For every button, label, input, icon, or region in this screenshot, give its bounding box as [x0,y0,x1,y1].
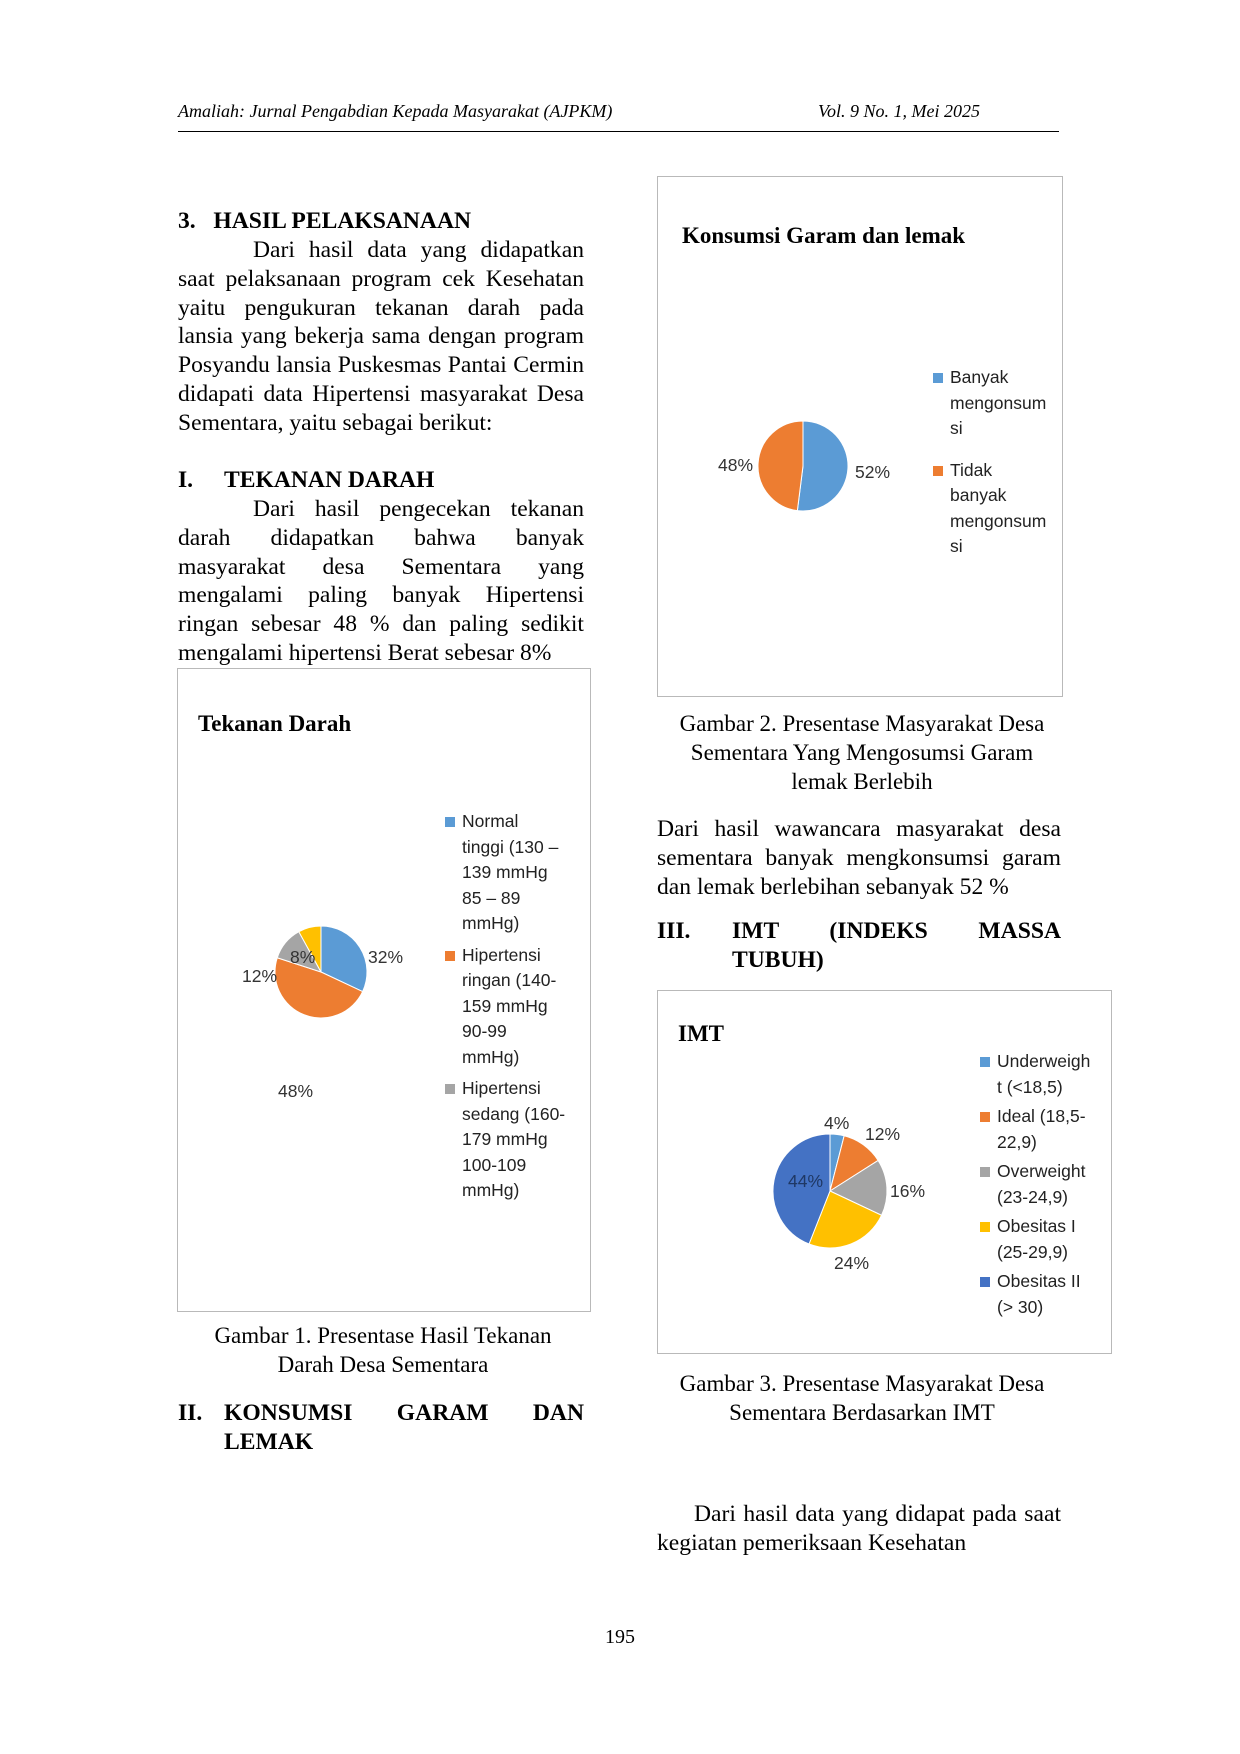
legend-line: banyak [950,485,1007,505]
legend-line: sedang (160- [462,1103,566,1124]
pie-label: 24% [834,1253,870,1273]
legend-item [445,809,585,937]
legend-item [445,1076,585,1204]
chart-title: Konsumsi Garam dan lemak [682,223,966,248]
legend-line: Normal [462,811,519,831]
legend-line: Obesitas II [997,1271,1081,1291]
pie-label: 48% [718,455,754,475]
legend-item [933,365,1061,442]
caption-line: Darah Desa Sementara [277,1352,489,1377]
caption-line: lemak Berlebih [791,769,933,794]
legend-item [980,1214,1110,1265]
volume-info: Vol. 9 No. 1, Mei 2025 [818,101,980,121]
subsection-number: III. [657,918,691,944]
legend-line: Overweight [997,1161,1086,1181]
legend-line: Banyak [950,367,1009,387]
subsection-1-heading [178,466,588,495]
legend-swatch [980,1277,990,1287]
legend-line: (23-24,9) [997,1186,1069,1207]
legend-line: t (<18,5) [997,1076,1063,1097]
pie-slice [797,421,848,511]
subsection-2-heading [178,1399,584,1457]
pie-label: 8% [290,947,316,967]
legend-line: 139 mmHg [462,862,548,882]
legend-line: mmHg) [462,1180,520,1200]
pie-label: 48% [278,1081,314,1101]
legend-line: si [950,536,963,556]
legend-line: si [950,418,963,438]
legend-line: Obesitas I [997,1216,1076,1236]
section-3-paragraph: Dari hasil data yang didapatkan saat pelaksanaan program cek Kesehatan yaitu pengukuran tekanan darah pada lansia yang bekerja sama dengan program Posyandu lansia Puskesmas Pantai Cermin didapati data Hipertensi masyarakat Desa Sementara, yaitu sebagai berikut: [178,237,584,436]
legend-line: 100-109 [462,1154,527,1175]
subsection-title-line: KONSUMSI GARAM DAN [224,1400,584,1426]
legend-line: tinggi (130 – [462,836,559,857]
caption-line: Sementara Berdasarkan IMT [729,1400,995,1425]
subsection-title-line: TUBUH) [732,946,824,973]
figure-1-caption [178,1321,588,1379]
chart-tekanan-darah [177,668,591,1312]
pie-label: 52% [855,462,891,482]
caption-line: Gambar 3. Presentase Masyarakat Desa [679,1371,1045,1396]
legend-line: 22,9) [997,1131,1037,1152]
legend-swatch [980,1057,990,1067]
legend-line: (25-29,9) [997,1241,1069,1262]
subsection-title-line: LEMAK [224,1428,314,1455]
legend-line: Ideal (18,5- [997,1106,1086,1126]
pie-label: 32% [368,947,404,967]
legend-line: 85 – 89 [462,887,521,908]
section-title: HASIL PELAKSANAAN [213,208,472,234]
legend-item [980,1049,1110,1100]
legend-line: mmHg) [462,913,520,933]
legend-line: mengonsum [950,510,1047,531]
subsection-number: II. [178,1400,203,1426]
legend-line: 90-99 [462,1021,507,1041]
legend-swatch [980,1112,990,1122]
pie-slice [758,421,803,511]
legend-line: Tidak [950,459,993,480]
subsection-3-heading [657,917,1061,975]
legend-swatch [980,1222,990,1232]
subsection-title-line: IMT (INDEKS MASSA [732,918,1061,944]
journal-title: Amaliah: Jurnal Pengabdian Kepada Masyarakat (AJPKM) [178,101,613,121]
figure-2-caption [660,709,1064,796]
legend-item [980,1104,1110,1155]
legend-item [933,458,1061,560]
figure-3-caption [660,1369,1064,1427]
pie-label: 16% [890,1181,926,1201]
chart-title: IMT [678,1021,724,1046]
paragraph-imt: Dari hasil data yang didapat pada saat kegiatan pemeriksaan Kesehatan [657,1501,1061,1556]
legend-swatch [445,951,455,961]
section-3-heading [178,207,588,236]
subsection-title: TEKANAN DARAH [224,467,435,493]
subsection-1-paragraph: Dari hasil pengecekan tekanan darah didapatkan bahwa banyak masyarakat desa Sementara yang mengalami paling banyak Hipertensi ringan sebesar 48 % dan paling sedikit mengalami hipertensi Berat sebesar 8% [178,496,584,666]
legend-line: Hipertensi [462,1078,541,1098]
legend-swatch [933,466,943,476]
legend-line: ringan (140- [462,970,557,990]
caption-line: Gambar 2. Presentase Masyarakat Desa [679,711,1045,736]
header-rule [178,131,1059,132]
pie-label: 4% [824,1113,850,1133]
chart-legend [445,809,585,1210]
pie-label: 12% [865,1124,901,1144]
page-number: 195 [605,1626,635,1648]
legend-line: Underweigh [997,1051,1091,1071]
pie-label: 44% [788,1171,824,1191]
chart-legend [933,365,1061,566]
legend-item [980,1159,1110,1210]
chart-konsumsi-garam-lemak [657,176,1063,697]
chart-imt [657,990,1112,1354]
legend-line: mengonsum [950,392,1047,413]
caption-line: Sementara Yang Mengosumsi Garam [690,740,1034,765]
legend-swatch [980,1167,990,1177]
paragraph-konsumsi: Dari hasil wawancara masyarakat desa sementara banyak mengkonsumsi garam dan lemak berlebihan sebanyak 52 % [657,816,1061,900]
legend-line: 159 mmHg [462,995,548,1016]
legend-line: mmHg) [462,1046,520,1067]
legend-line: Hipertensi [462,944,541,965]
chart-title: Tekanan Darah [198,711,352,736]
section-number: 3. [178,208,196,234]
pie-label: 12% [242,966,278,986]
chart-legend [980,1049,1110,1324]
subsection-number: I. [178,467,194,493]
caption-line: Gambar 1. Presentase Hasil Tekanan [214,1323,552,1348]
legend-item [980,1269,1110,1320]
legend-item [445,943,585,1071]
legend-line: (> 30) [997,1296,1044,1317]
legend-swatch [933,373,943,383]
legend-swatch [445,817,455,827]
legend-swatch [445,1084,455,1094]
legend-line: 179 mmHg [462,1129,548,1149]
